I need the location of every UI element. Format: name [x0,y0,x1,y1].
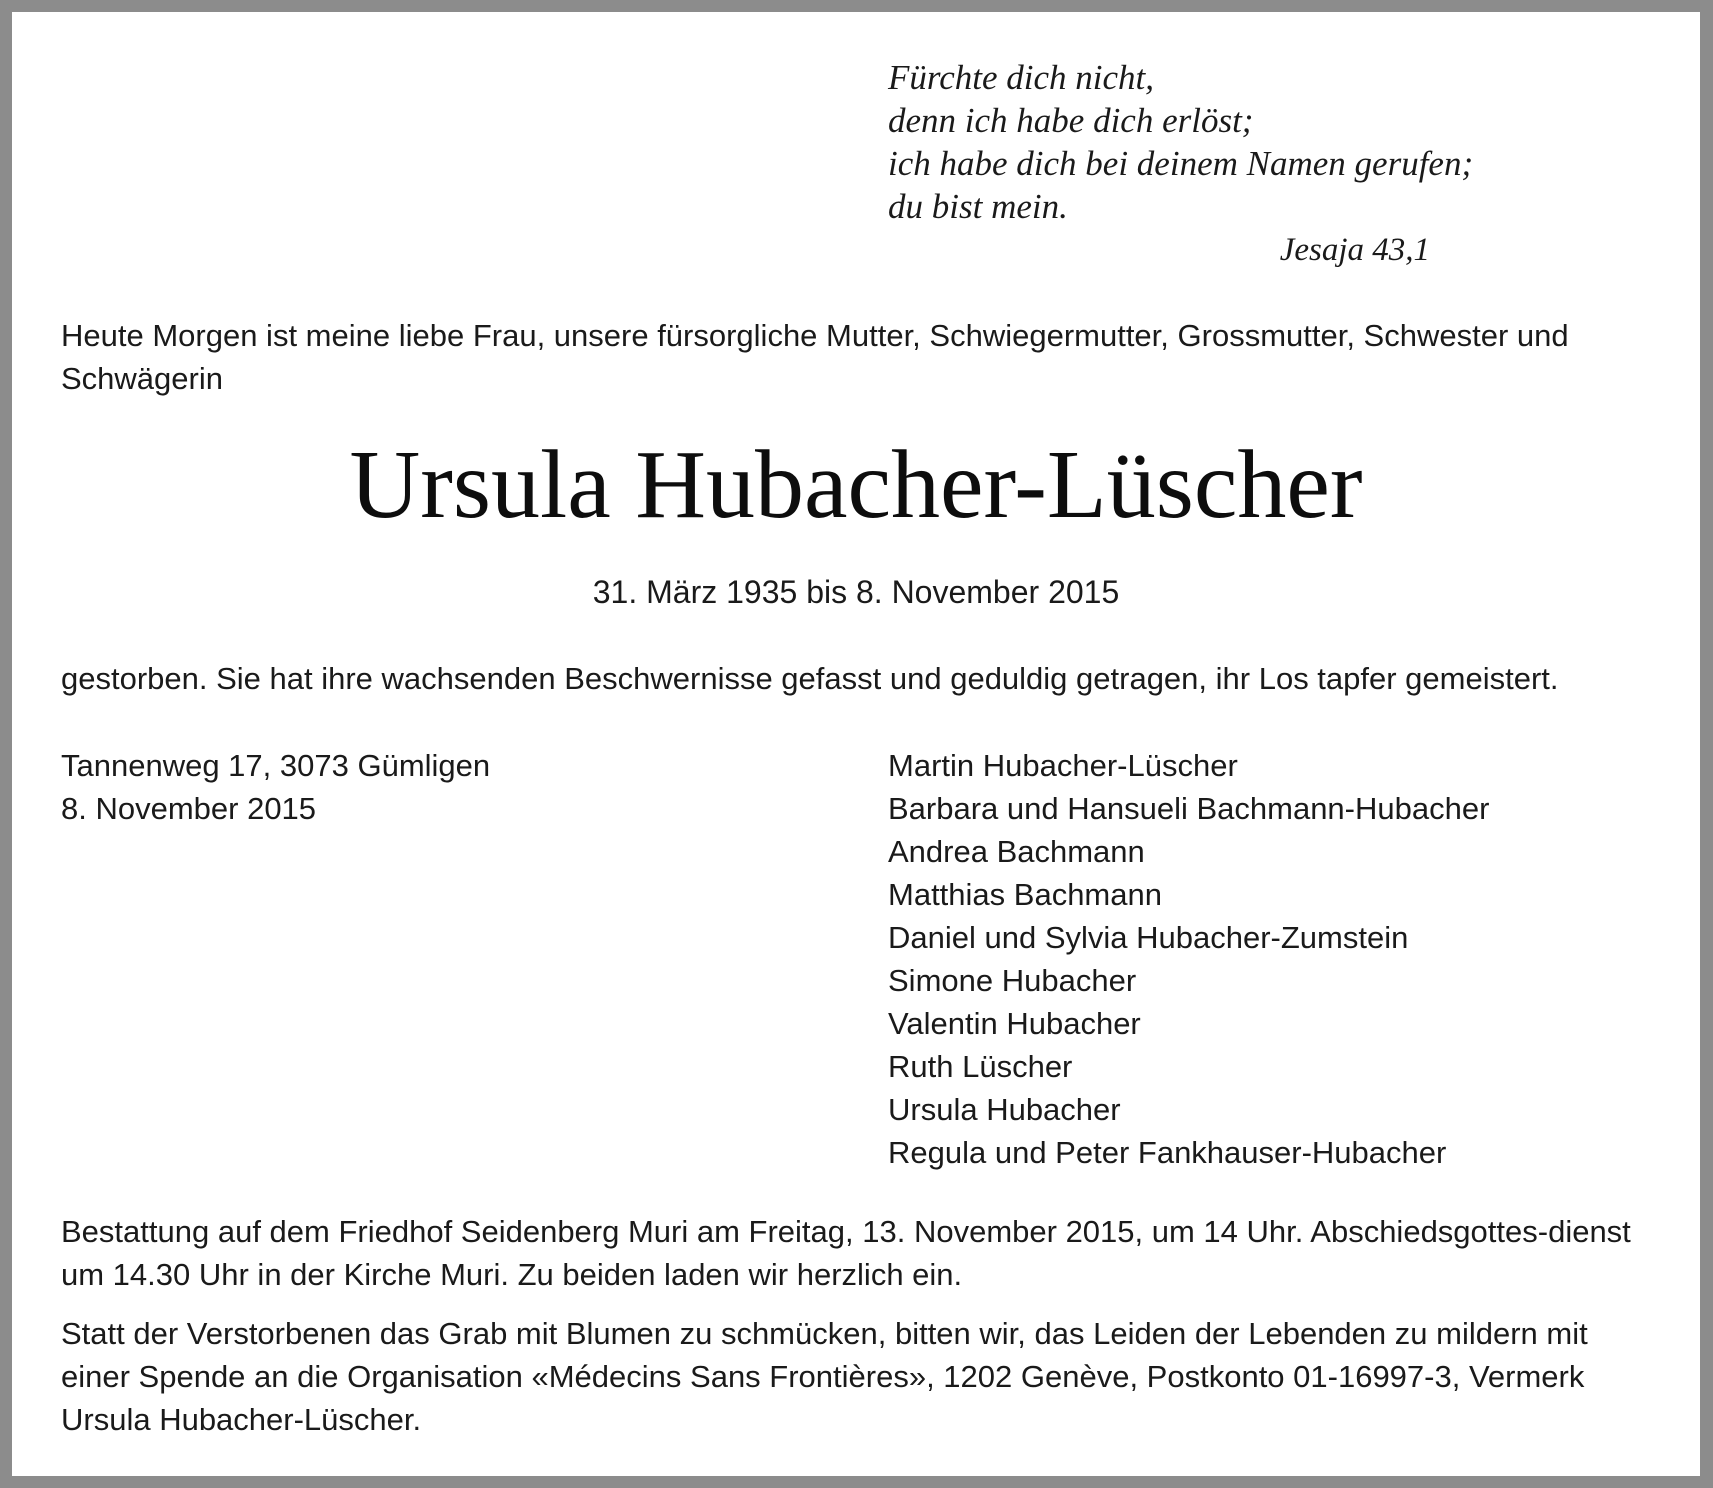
mourner-name: Andrea Bachmann [888,834,1145,869]
donation-info: Statt der Verstorbenen das Grab mit Blumen zu schmücken, bitten wir, das Leiden der Lebenden zu mildern mit einer Spende an die Organisation «Médecins Sans Frontières», 1202 Genève, Postkonto 01-16997-3, Vermerk Ursula Hubacher-Lüscher. [61,1316,1588,1437]
verse-line: du bist mein. [888,187,1068,226]
mourner-name: Daniel und Sylvia Hubacher-Zumstein [888,920,1409,955]
address-street: Tannenweg 17, 3073 Gümligen [61,748,491,783]
verse-line: denn ich habe dich erlöst; [888,101,1254,140]
mourner-name: Ruth Lüscher [888,1049,1073,1084]
life-dates: 31. März 1935 bis 8. November 2015 [592,574,1120,610]
mourner-name: Regula und Peter Fankhauser-Hubacher [888,1135,1447,1170]
mourner-name: Martin Hubacher-Lüscher [888,748,1238,783]
address-date: 8. November 2015 [61,791,317,826]
verse-reference: Jesaja 43,1 [1279,232,1430,268]
verse-line: ich habe dich bei deinem Namen gerufen; [888,144,1474,183]
mourner-name: Barbara und Hansueli Bachmann-Hubacher [888,791,1490,826]
address-block [61,744,490,830]
funeral-info: Bestattung auf dem Friedhof Seidenberg Muri am Freitag, 13. November 2015, um 14 Uhr. Abschiedsgottes-dienst um 14.30 Uhr in der Kirche Muri. Zu beiden laden wir herzlich ein. [61,1214,1631,1292]
mourner-name: Matthias Bachmann [888,877,1162,912]
mourners-list [888,744,1489,1174]
intro-text: Heute Morgen ist meine liebe Frau, unsere fürsorgliche Mutter, Schwiegermutter, Grossmutter, Schwester und Schwägerin [61,318,1569,396]
mourner-name: Valentin Hubacher [888,1006,1141,1041]
death-statement: gestorben. Sie hat ihre wachsenden Beschwernisse gefasst und geduldig getragen, ihr Los tapfer gemeistert. [61,661,1559,696]
mourner-name: Simone Hubacher [888,963,1137,998]
mourner-name: Ursula Hubacher [888,1092,1121,1127]
obituary-notice [12,12,1700,1476]
deceased-name: Ursula Hubacher-Lüscher [349,431,1363,539]
verse-line: Fürchte dich nicht, [888,58,1154,97]
bible-verse [888,56,1473,228]
